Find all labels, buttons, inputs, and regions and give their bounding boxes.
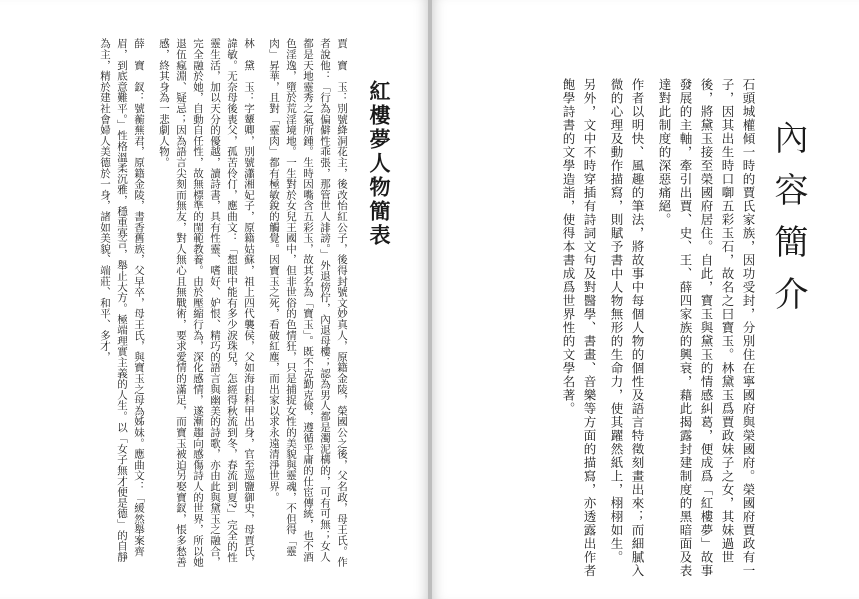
synopsis-paragraph: 作者以明快、風趣的筆法，將故事中每個人物的個性及語言特徵刻畫出來；而細膩入微的心理及動作描寫，則賦予書中人物無形的生命力，使其躍然紙上，栩栩如生。 (609, 78, 645, 578)
left-page (0, 0, 428, 599)
character-entry-baoyu: 賈 寶 玉：別號絳洞花主，後改怡紅公子，後得封號文妙真人，原籍金陵，榮國公之後，父名政，母王氏。作者說他：「行為偏僻性乖張，那管世人誹謗。」外退傍佇，內退母樓；認為男人都是濁泥構的，可有可無；女人都是天地靈秀之氣所鍾。生時因嘴含五彩玉，故其名為「寶玉」。既不克勤克儉，遵循乎庸的仕宦傳統，也不酒色淫逸，墮於荒淫境地。一生對於女兒王國中，但非世俗的色情狂，只是捕捉女性的美貌與靈魂，不但得「靈肉」昇華，且對「靈肉」都有極敏銳的觸覺。因寶玉之死，看破紅塵，而出家以求永遠清淨世界。 (268, 38, 348, 568)
character-list-title: 紅樓夢人物簡表 (367, 80, 392, 248)
synopsis-paragraph: 石頭城權傾一時的賈氏家族，因功受封，分別住在寧國府與榮國府。榮國府賈政有一子，因其出生時口啣五彩玉石，故名之曰寶玉。林黛玉爲賈政妹子之女，其妹過世後，將黛玉接至榮國府居住。自此，寶玉與黛玉的情感糾葛，便成爲「紅樓夢」故事發展的主軸，牽引出賈、史、王、薛四家族的興衰，藉此揭露封建制度的黑暗面及表達對此制度的深惡痛絕。 (657, 78, 756, 578)
character-list-body (30, 38, 350, 568)
right-page (432, 0, 859, 599)
character-entry-baochai: 薛 寶 釵：號蘅蕪君，原籍金陵，書香舊族，父早卒，母王氏，與寶玉之母為姊妹。應曲文：「緩然舉案齊眉，到底意難平。」性格溫柔沉雅，穩重寡言，舉止大方。極端理實主義的人生。以「女子無才便是德」的自靜為主，精於建社會婦人美德於一身，諸如美貌、端莊、和平、多才， (99, 38, 145, 562)
synopsis-paragraph: 另外，文中不時穿插有詩詞文句及對醫學、書畫、音樂等方面的描寫，亦透露出作者飽學詩書的文學造詣，使得本書成爲世界性的文學名著。 (561, 78, 597, 578)
character-entry-daiyu: 林 黛 玉：字顰卿，別號瀟湘妃子，原籍姑蘇，祖上四代襲侯，父如海由科甲出身，官至巡鹽御史，母賈氏，諱敏。无奈母後喪父，孤苦伶仃，應曲文：「想眼中能有多少淚珠兒，怎經得秋流到冬，春流到夏?」完全的性靈生活，加以天分的優越，讀詩書，具有性靈、嗜好、妒恨、精巧的語言與幽美的詩歌，亦由此與黛玉之融合，完全融於她，自動自任性，故無標準的閨範教養。由於壓縮行為，深化感情，遂漸趨向感傷詩人的世界，所以她退伍瘋淵、疑忌；因為語言尖刻而無友，對人無心且無戰術，要求愛情的滿足，而寶玉被迫另娶寶釵，悵多愁善感，終其身為一悲劇人物。 (158, 38, 255, 568)
synopsis-title: 內容簡介 (768, 120, 808, 328)
synopsis-body (459, 78, 759, 578)
